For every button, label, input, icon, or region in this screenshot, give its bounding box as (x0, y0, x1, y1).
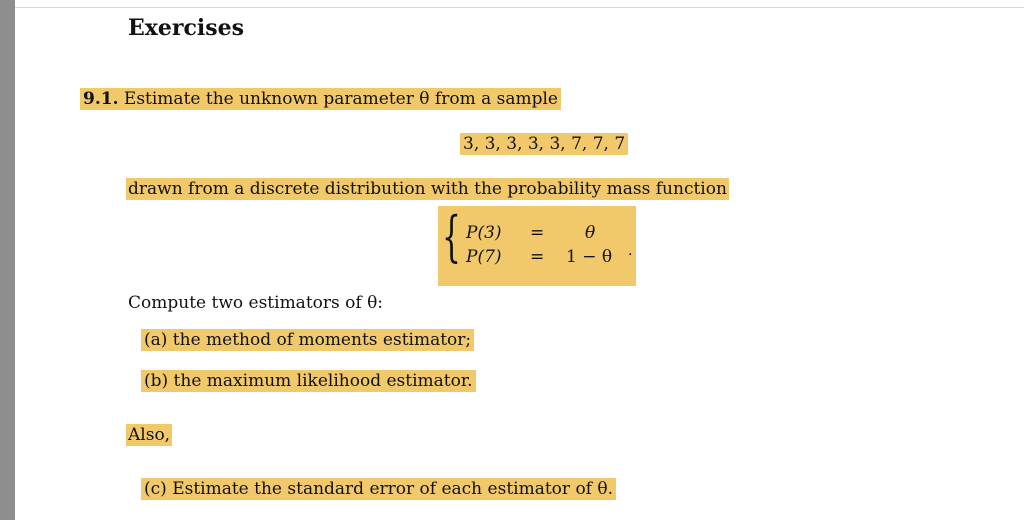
exercise-intro: Estimate the unknown parameter θ from a sample (123, 89, 558, 109)
pmf-lhs: P(3) (466, 223, 502, 243)
pmf-rhs: 1 − θ (566, 247, 613, 267)
exercise-intro-line (80, 88, 561, 110)
item-a: (a) the method of moments estimator; (141, 329, 474, 351)
distribution-description: drawn from a discrete distribution with the probability mass function (128, 179, 727, 199)
pmf-equals: = (530, 223, 545, 243)
exercise-number: 9.1. (83, 89, 119, 109)
left-brace: { (442, 205, 461, 268)
pmf-period: . (628, 243, 633, 259)
pmf-equals: = (530, 247, 545, 267)
item-c: (c) Estimate the standard error of each estimator of θ. (141, 478, 616, 500)
sample-values: 3, 3, 3, 3, 3, 7, 7, 7 (460, 133, 628, 155)
compute-instruction: Compute two estimators of θ: (128, 293, 384, 313)
page-top-rule (15, 7, 1024, 8)
page-gutter (0, 0, 15, 520)
pmf-rhs: θ (585, 223, 596, 243)
section-heading: Exercises (128, 15, 244, 41)
pmf-lhs: P(7) (466, 247, 502, 267)
item-b: (b) the maximum likelihood estimator. (141, 370, 476, 392)
also-label: Also, (128, 425, 171, 445)
